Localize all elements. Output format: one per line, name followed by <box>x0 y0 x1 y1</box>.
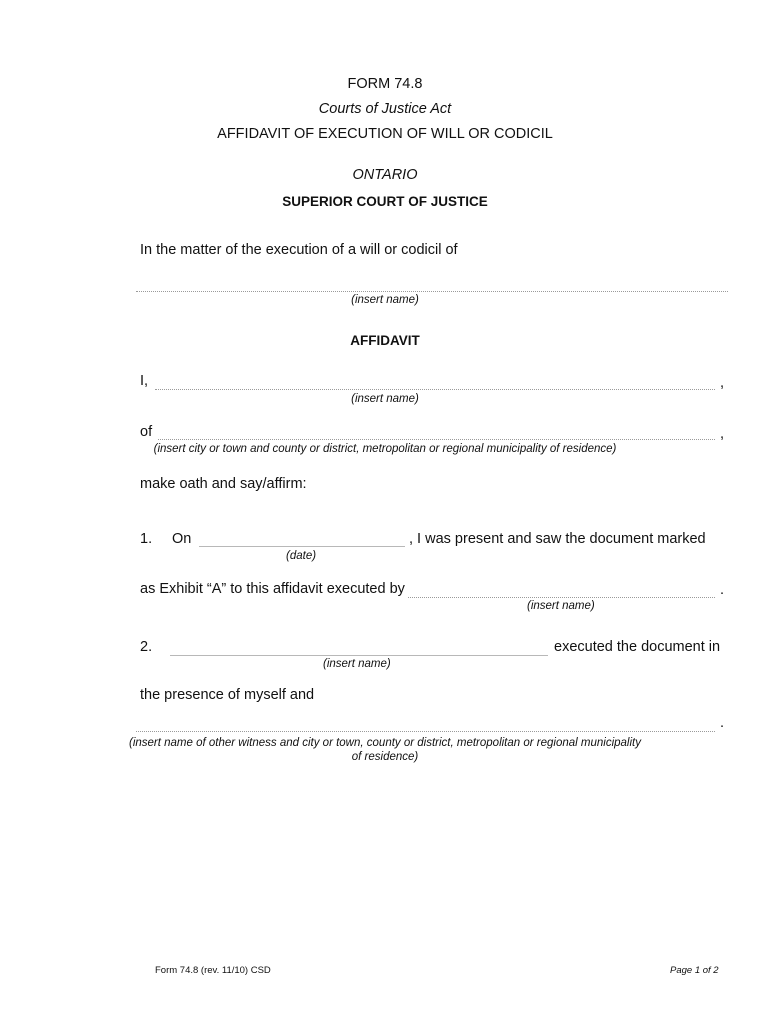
executor-name-line <box>408 597 715 598</box>
executor-suffix: . <box>720 582 725 598</box>
other-witness-field[interactable] <box>136 716 715 732</box>
paragraph-2-text: executed the document in <box>554 639 721 655</box>
act-name: Courts of Justice Act <box>318 101 452 117</box>
deponent-prefix: I, <box>140 373 149 389</box>
deponent-name-field[interactable] <box>155 374 715 390</box>
testator-name-line <box>136 291 728 292</box>
other-witness-caption-line-2: of residence) <box>351 751 419 763</box>
deponent-residence-line <box>158 439 715 440</box>
affidavit-heading: AFFIDAVIT <box>350 333 420 348</box>
residence-caption: (insert city or town and county or district, metropolitan or regional municipality of residence) <box>153 443 617 455</box>
executor-name-caption: (insert name) <box>527 600 595 612</box>
residence-suffix: , <box>720 426 725 442</box>
testator-execution-name-field[interactable] <box>170 640 548 656</box>
execution-date-caption: (date) <box>286 550 317 562</box>
testator-execution-name-line <box>170 655 548 656</box>
other-witness-line <box>136 731 715 732</box>
executor-name-field[interactable] <box>408 582 715 598</box>
deponent-name-caption: (insert name) <box>351 393 419 405</box>
presence-text: the presence of myself and <box>140 687 315 703</box>
testator-name-caption: (insert name) <box>351 294 419 306</box>
footer-form-reference: Form 74.8 (rev. 11/10) CSD <box>155 965 271 976</box>
execution-date-line <box>199 546 405 547</box>
deponent-name-suffix: , <box>720 375 725 391</box>
court-name: SUPERIOR COURT OF JUSTICE <box>282 194 488 209</box>
form-number: FORM 74.8 <box>347 76 423 92</box>
deponent-name-line <box>155 389 715 390</box>
paragraph-1-on: On <box>172 531 192 547</box>
paragraph-1-number: 1. <box>140 531 153 547</box>
residence-prefix: of <box>140 424 153 440</box>
testator-name-field[interactable] <box>136 276 728 292</box>
oath-text: make oath and say/affirm: <box>140 476 307 492</box>
other-witness-suffix: . <box>720 715 725 731</box>
jurisdiction: ONTARIO <box>352 167 418 183</box>
paragraph-1-text: , I was present and saw the document marked <box>409 531 706 547</box>
execution-date-field[interactable] <box>199 531 405 547</box>
other-witness-caption-line-1: (insert name of other witness and city or town, county or district, metropolitan or regional municipality <box>129 737 641 749</box>
paragraph-2-number: 2. <box>140 639 153 655</box>
testator-execution-name-caption: (insert name) <box>323 658 391 670</box>
form-title: AFFIDAVIT OF EXECUTION OF WILL OR CODICIL <box>217 126 553 142</box>
matter-text: In the matter of the execution of a will or codicil of <box>140 242 458 258</box>
footer-page-number: Page 1 of 2 <box>670 965 719 976</box>
deponent-residence-field[interactable] <box>158 424 715 440</box>
exhibit-text: as Exhibit “A” to this affidavit executed by <box>140 581 405 597</box>
